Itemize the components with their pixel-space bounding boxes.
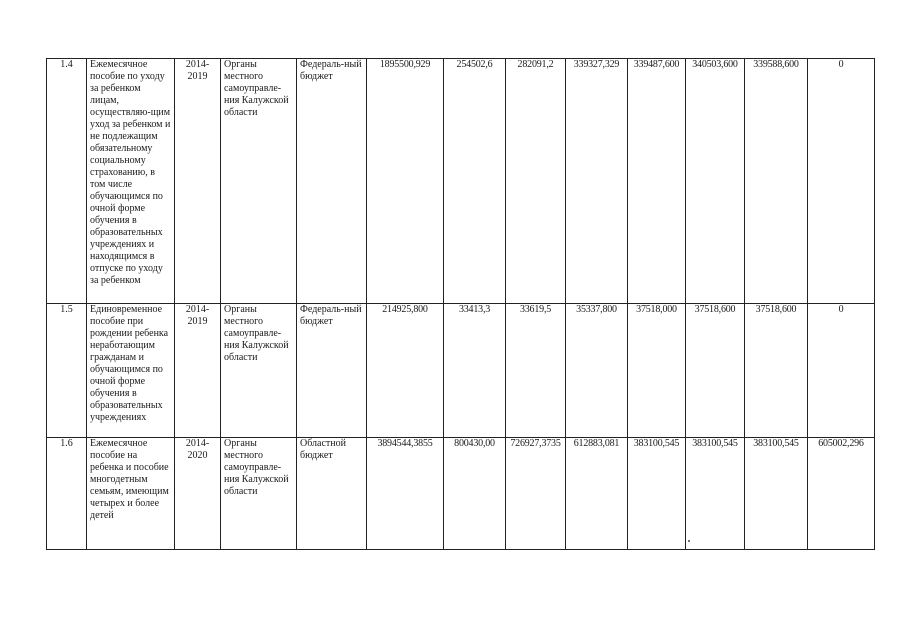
value-year: 605002,296	[808, 438, 875, 550]
value-year: 0	[808, 59, 875, 304]
value-year: 254502,6	[444, 59, 506, 304]
funding-source: Федераль-ный бюджет	[297, 59, 367, 304]
value-total: 1895500,929	[367, 59, 444, 304]
value-year: 37518,600	[745, 304, 808, 438]
value-year: 340503,600	[686, 59, 745, 304]
value-year: 383100,545	[628, 438, 686, 550]
value-year: 339588,600	[745, 59, 808, 304]
funding-source: Федераль-ный бюджет	[297, 304, 367, 438]
executor: Органы местного самоуправле-ния Калужской области	[221, 59, 297, 304]
measure-name: Единовременное пособие при рождении ребенка неработающим гражданам и обучающимся по очной форме обучения в образовательных учреждениях	[87, 304, 175, 438]
measure-name: Ежемесячное пособие на ребенка и пособие многодетным семьям, имеющим четырех и более детей	[87, 438, 175, 550]
value-year: 612883,081	[566, 438, 628, 550]
value-year: 339487,600	[628, 59, 686, 304]
value-year: 383100,545	[745, 438, 808, 550]
measure-name: Ежемесячное пособие по уходу за ребенком лицам, осуществляю-щим уход за ребенком и не подлежащим обязательному социальному страхованию, в том числе обучающимся по очной форме обучения в образовательных учреждениях и находящимся в отпуске по уходу за ребенком	[87, 59, 175, 304]
period	[175, 438, 221, 550]
funding-source: Областной бюджет	[297, 438, 367, 550]
table-row	[47, 304, 875, 438]
value-year: 33619,5	[506, 304, 566, 438]
executor: Органы местного самоуправле-ния Калужской области	[221, 438, 297, 550]
period-text: 2014- 2019	[185, 59, 210, 82]
scan-speck	[688, 540, 690, 542]
value-year: 37518,000	[628, 304, 686, 438]
row-number: 1.4	[47, 59, 87, 304]
period	[175, 59, 221, 304]
value-year: 0	[808, 304, 875, 438]
period-text: 2014- 2020	[185, 438, 210, 461]
value-year: 383100,545	[686, 438, 745, 550]
table-row	[47, 59, 875, 304]
value-year: 339327,329	[566, 59, 628, 304]
program-table	[46, 58, 875, 550]
period	[175, 304, 221, 438]
value-total: 3894544,3855	[367, 438, 444, 550]
value-year: 800430,00	[444, 438, 506, 550]
value-year: 35337,800	[566, 304, 628, 438]
period-text: 2014- 2019	[185, 304, 210, 327]
row-number: 1.6	[47, 438, 87, 550]
table-row	[47, 438, 875, 550]
value-year: 726927,3735	[506, 438, 566, 550]
value-year: 33413,3	[444, 304, 506, 438]
row-number: 1.5	[47, 304, 87, 438]
value-year: 37518,600	[686, 304, 745, 438]
value-year: 282091,2	[506, 59, 566, 304]
value-total: 214925,800	[367, 304, 444, 438]
executor: Органы местного самоуправле-ния Калужской области	[221, 304, 297, 438]
